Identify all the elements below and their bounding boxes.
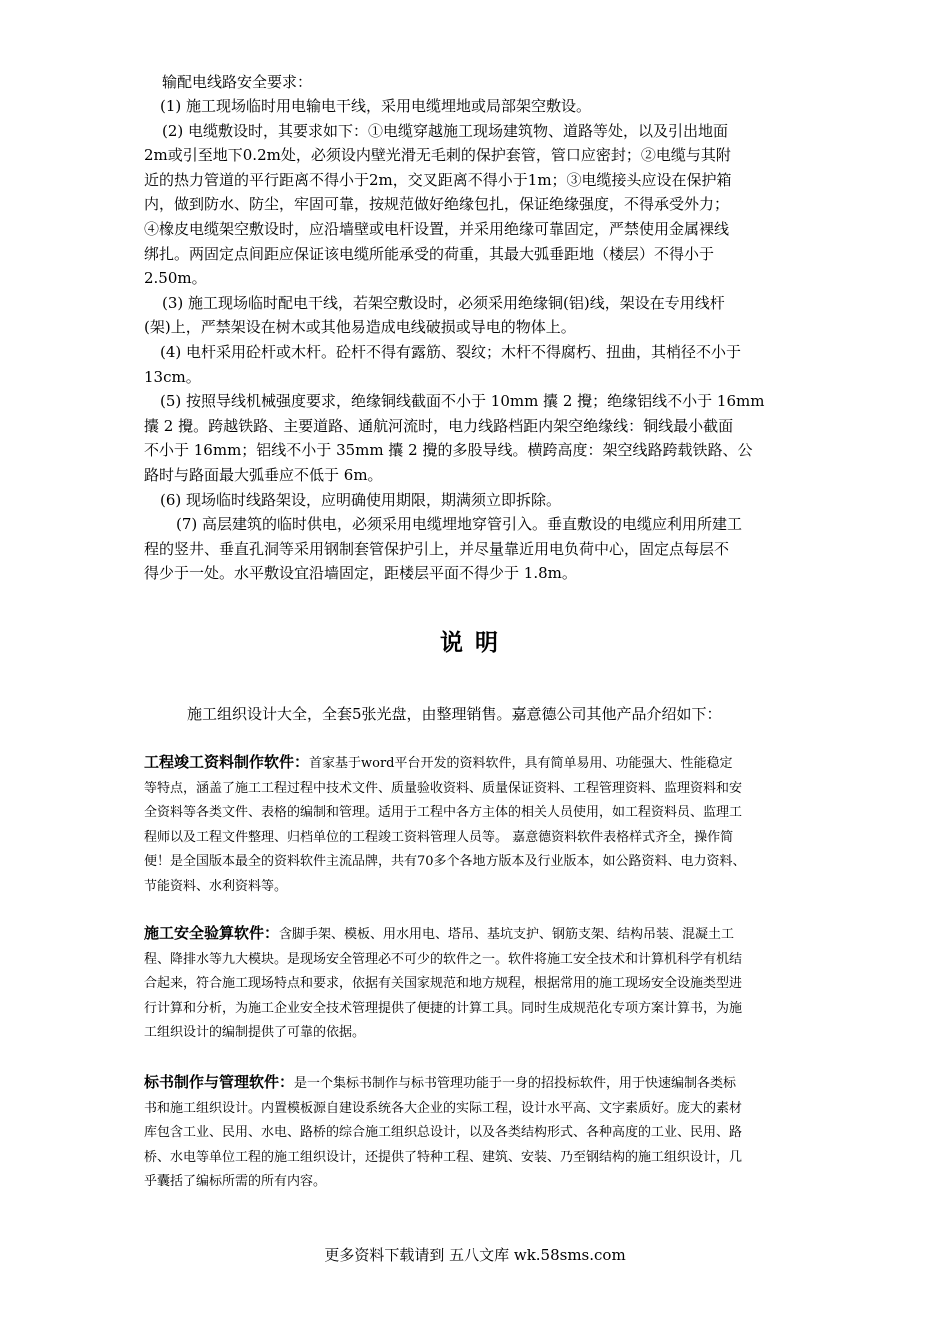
requirements-list xyxy=(144,94,808,586)
section-line xyxy=(144,850,808,875)
paragraph-line: (架)上，严禁架设在树木或其他易造成电线破损或导电的物体上。 xyxy=(144,318,576,337)
section-text: 等特点，涵盖了施工工程过程中技术文件、质量验收资料、质量保证资料、工程管理资料、监理资料和安 xyxy=(144,780,743,796)
section-line xyxy=(144,826,808,851)
paragraph-line: 得少于一处。水平敷设宜沿墙固定，距楼层平面不得少于 1.8m。 xyxy=(144,564,577,583)
section-text: 是一个集标书制作与标书管理功能于一身的招投标软件，用于快速编制各类标 xyxy=(294,1076,737,1091)
paragraph-line: (2) 电缆敷设时，其要求如下：①电缆穿越施工现场建筑物、道路等处，以及引出地面 xyxy=(162,121,729,140)
paragraph-line: 13cm。 xyxy=(144,367,201,386)
paragraph-line: (6) 现场临时线路架设，应明确使用期限，期满须立即拆除。 xyxy=(160,490,562,509)
paragraph-line: 绑扎。两固定点间距应保证该电缆所能承受的荷重，其最大弧垂距地（楼层）不得小于 xyxy=(144,244,715,263)
section-text: 书和施工组织设计。内置模板源自建设系统各大企业的实际工程，设计水平高、文字素质好。庞大的素材 xyxy=(144,1100,743,1116)
section-intro: 输配电线路安全要求： xyxy=(162,73,313,91)
footer-link-text: 更多资料下载请到 五八文库 wk.58sms.com xyxy=(324,1246,626,1264)
paragraph-line: 路时与路面最大弧垂应不低于 6m。 xyxy=(144,465,383,484)
paragraph-line: (1) 施工现场临时用电输电干线，采用电缆埋地或局部架空敷设。 xyxy=(160,97,592,115)
section-text: 合起来，符合施工现场特点和要求，依据有关国家规范和地方规程，根据常用的施工现场安全设施类型进 xyxy=(144,976,743,992)
section-line xyxy=(144,921,808,948)
section-line xyxy=(144,1097,808,1122)
paragraph-line: 2.50m。 xyxy=(144,269,207,288)
paragraph-line: (3) 施工现场临时配电干线，若架空敷设时，必须采用绝缘铜(铝)线，架设在专用线杆 xyxy=(162,293,725,312)
paragraph-line: 内，做到防水、防尘，牢固可靠，按规范做好绝缘包扎，保证绝缘强度，不得承受外力； xyxy=(144,195,730,214)
paragraph-line: 近的热力管道的平行距离不得小于2m，交叉距离不得小于1m；③电缆接头应设在保护箱 xyxy=(144,170,732,189)
section-line xyxy=(144,997,808,1022)
page-title: 说明 xyxy=(440,629,510,656)
paragraph-line: 不小于 16mm；铝线不小于 35mm 攮 2 攪的多股导线。横跨高度：架空线路跨载铁路、公 xyxy=(144,441,753,460)
product-section xyxy=(144,921,808,1046)
section-text: 行计算和分析，为施工企业安全技术管理提供了便捷的计算工具。同时生成规范化专项方案计算书，为施 xyxy=(144,1000,743,1016)
section-line xyxy=(144,948,808,973)
section-text: 含脚手架、模板、用水用电、塔吊、基坑支护、钢筋支架、结构吊装、混凝土工 xyxy=(279,927,735,942)
paragraph-line: 程的竖井、垂直孔洞等采用钢制套管保护引上，并尽量靠近用电负荷中心，固定点每层不 xyxy=(144,539,730,558)
section-text: 桥、水电等单位工程的施工组织设计，还提供了特种工程、建筑、安装、乃至钢结构的施工组织设计，几 xyxy=(144,1149,743,1165)
section-line xyxy=(144,1070,808,1097)
section-heading: 施工安全验算软件： xyxy=(144,924,280,942)
section-line xyxy=(144,1121,808,1146)
section-line xyxy=(144,801,808,826)
section-line xyxy=(144,1170,808,1195)
section-text: 程师以及工程文件整理、归档单位的工程竣工资料管理人员等。 嘉意德资料软件表格样式齐全，操作简 xyxy=(144,829,734,845)
paragraph-line: (7) 高层建筑的临时供电，必须采用电缆埋地穿管引入。垂直敷设的电缆应利用所建工 xyxy=(176,515,743,534)
section-text: 便！是全国版本最全的资料软件主流品牌，共有70多个各地方版本及行业版本，如公路资料、电力资料、 xyxy=(144,854,746,870)
product-section xyxy=(144,1070,808,1195)
paragraph-line: 攮 2 攪。跨越铁路、主要道路、通航河流时，电力线路档距内架空绝缘线：铜线最小截面 xyxy=(144,416,734,435)
section-line xyxy=(144,1146,808,1171)
lead-paragraph: 施工组织设计大全，全套5张光盘，由整理销售。嘉意德公司其他产品介绍如下： xyxy=(187,705,722,723)
section-line xyxy=(144,972,808,997)
paragraph-line: (5) 按照导线机械强度要求，绝缘铜线截面不小于 10mm 攮 2 攪；绝缘铝线不小于 16mm xyxy=(160,392,765,411)
section-text: 程、降排水等九大模块。是现场安全管理必不可少的软件之一。软件将施工安全技术和计算机科学有机结 xyxy=(144,951,743,967)
section-text: 乎囊括了编标所需的所有内容。 xyxy=(144,1174,327,1190)
section-line xyxy=(144,875,808,900)
section-heading: 标书制作与管理软件： xyxy=(144,1073,295,1091)
section-heading: 工程竣工资料制作软件： xyxy=(144,753,310,771)
section-text: 库包含工业、民用、水电、路桥的综合施工组织总设计，以及各类结构形式、各种高度的工业、民用、路 xyxy=(144,1125,743,1141)
paragraph-line: 2m或引至地下0.2m处，必须设内壁光滑无毛刺的保护套管，管口应密封；②电缆与其附 xyxy=(144,146,731,165)
paragraph-line: ④橡皮电缆架空敷设时，应沿墙壁或电杆设置，并采用绝缘可靠固定，严禁使用金属裸线 xyxy=(144,219,730,238)
section-line xyxy=(144,750,808,777)
section-text: 全资料等各类文件、表格的编制和管理。适用于工程中各方主体的相关人员使用，如工程资料员、监理工 xyxy=(144,805,743,821)
section-line xyxy=(144,1021,808,1046)
paragraph-line: (4) 电杆采用砼杆或木杆。砼杆不得有露筋、裂纹；木杆不得腐朽、扭曲，其梢径不小于 xyxy=(160,342,742,361)
product-section xyxy=(144,750,808,900)
section-text: 节能资料、水利资料等。 xyxy=(144,878,288,894)
section-text: 工组织设计的编制提供了可靠的依据。 xyxy=(144,1025,366,1041)
section-line xyxy=(144,777,808,802)
section-text: 首家基于word平台开发的资料软件，具有简单易用、功能强大、性能稳定 xyxy=(309,756,733,771)
